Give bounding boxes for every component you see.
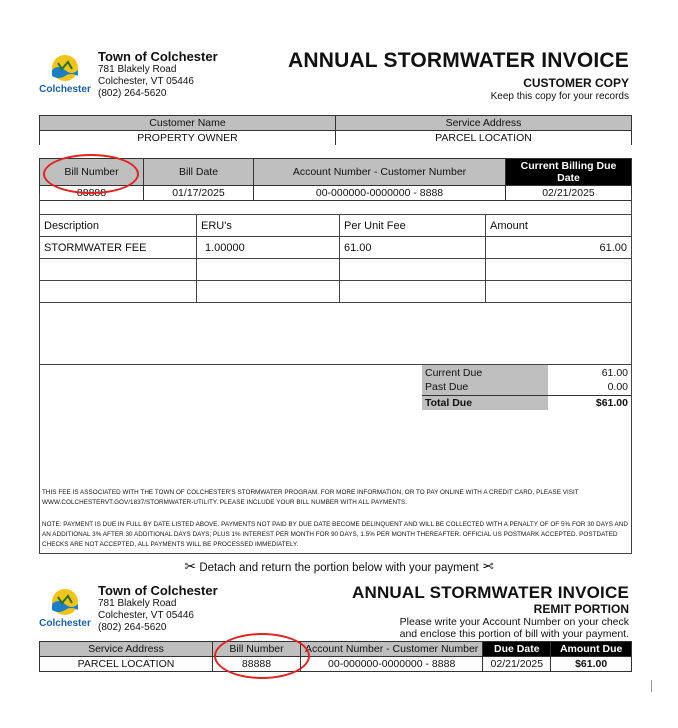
remit-due-date-header: Due Date [483,642,551,657]
detach-text: Detach and return the portion below with your payment [199,562,479,574]
remit-due-date: 02/21/2025 [483,657,551,672]
town-name: Town of Colchester [98,49,218,64]
past-due-label: Past Due [422,380,548,395]
bill-date: 01/17/2025 [144,186,254,201]
totals-table [422,365,631,410]
detach-line [0,558,678,575]
service-address: PARCEL LOCATION [336,131,632,146]
phone: (802) 264-5620 [98,622,167,633]
address-line1: 781 Blakely Road [98,598,177,609]
current-due-label: Current Due [422,365,548,380]
col-per-unit-fee: Per Unit Fee [340,215,486,237]
scissors-icon: ✂ [184,558,197,574]
remit-bill-number-header: Bill Number [213,642,301,657]
due-date-header: Current Billing Due Date [506,159,632,186]
town-logo [38,586,92,637]
remit-title: ANNUAL STORMWATER INVOICE [351,583,629,602]
copy-label: CUSTOMER COPY [523,76,629,90]
bill-number: 88888 [40,186,144,201]
empty-cell [486,259,632,281]
remit-service-header: Service Address [40,642,213,657]
total-due-label: Total Due [422,395,548,410]
town-address-block [98,49,218,100]
address-line2: Colchester, VT 05446 [98,76,194,87]
divider [651,680,652,692]
total-due-value: $61.00 [548,395,631,410]
table-row [40,237,632,259]
empty-cell [340,259,486,281]
account-number-header: Account Number - Customer Number [254,159,506,186]
remit-address-block [98,583,218,634]
col-amount: Amount [486,215,632,237]
line-items-table [39,214,632,303]
divider [39,553,632,554]
empty-cell [340,281,486,303]
remit-instructions-line2: and enclose this portion of bill with your payment. [399,628,629,640]
scissors-icon: ✂ [481,558,494,574]
info-note: THIS FEE IS ASSOCIATED WITH THE TOWN OF COLCHESTER'S STORMWATER PROGRAM. FOR MORE INFORMATION, OR TO PAY ONLINE WITH A CREDIT CARD, PLEASE VISIT WWW.COLCHESTERVT.GOV/1837/STORMWATER-UTILITY. PLEASE INCLUDE YOUR BILL NUMBER WITH ALL PAYMENTS. [42,489,579,506]
logo-wordmark: Colchester [39,84,91,95]
payment-note: NOTE: PAYMENT IS DUE IN FULL BY DATE LISTED ABOVE. PAYMENTS NOT PAID BY DUE DATE BECOME DELINQUENT AND WILL BE COLLECTED WITH A PENALTY OF OF 5% FOR 30 DAYS AND AN ADDITIONAL 3% AFTER 30 ADDITIONAL DAYS DAYS; PLUS 1% INTEREST PER MONTH FOR 90 DAYS, 1.5% PER MONTH THEREAFTER. OFFICIAL US POSTMARK ACCEPTED. POSTDATED CHECKS ARE NOT ACCEPTED, ALL PAYMENTS WILL BE PROCESSED IMMEDIATELY. [42,521,628,548]
address-line1: 781 Blakely Road [98,64,177,75]
copy-note: Keep this copy for your records [490,91,629,102]
past-due-value: 0.00 [607,381,628,394]
remit-bill-number-highlight [214,633,310,679]
town-seal-icon [38,586,92,632]
customer-name: PROPERTY OWNER [40,131,336,146]
col-erus: ERU's [197,215,340,237]
logo-wordmark: Colchester [39,618,91,629]
item-erus: 1.00000 [197,237,340,259]
phone: (802) 264-5620 [98,88,167,99]
bill-date-header: Bill Date [144,159,254,186]
empty-cell [486,281,632,303]
empty-cell [40,259,197,281]
remit-table [39,641,632,672]
col-description: Description [40,215,197,237]
account-number: 00-000000-0000000 - 8888 [254,186,506,201]
empty-cell [197,259,340,281]
item-amount: 61.00 [486,237,632,259]
table-row [40,259,632,281]
remit-account-header: Account Number - Customer Number [301,642,483,657]
town-name: Town of Colchester [98,583,218,598]
remit-amount-due: $61.00 [551,657,632,672]
table-row [40,281,632,303]
customer-name-header: Customer Name [40,116,336,131]
remit-bill-number: 88888 [213,657,301,672]
remit-instructions-line1: Please write your Account Number on your check [399,616,629,628]
remit-service-address: PARCEL LOCATION [40,657,213,672]
due-date: 02/21/2025 [506,186,632,201]
empty-cell [197,281,340,303]
address-line2: Colchester, VT 05446 [98,610,194,621]
invoice-title: ANNUAL STORMWATER INVOICE [287,49,629,72]
bill-number-header: Bill Number [40,159,144,186]
town-seal-icon [38,52,92,98]
remit-account-number: 00-000000-0000000 - 8888 [301,657,483,672]
remit-portion-label: REMIT PORTION [533,602,629,616]
remit-amount-due-header: Amount Due [551,642,632,657]
item-description: STORMWATER FEE [40,237,197,259]
current-due-value: 61.00 [601,366,628,379]
customer-table [39,115,632,145]
town-logo [38,52,92,103]
bill-number-highlight [43,154,139,194]
remit-instructions [400,616,629,640]
item-per-unit-fee: 61.00 [340,237,486,259]
empty-cell [40,281,197,303]
service-address-header: Service Address [336,116,632,131]
